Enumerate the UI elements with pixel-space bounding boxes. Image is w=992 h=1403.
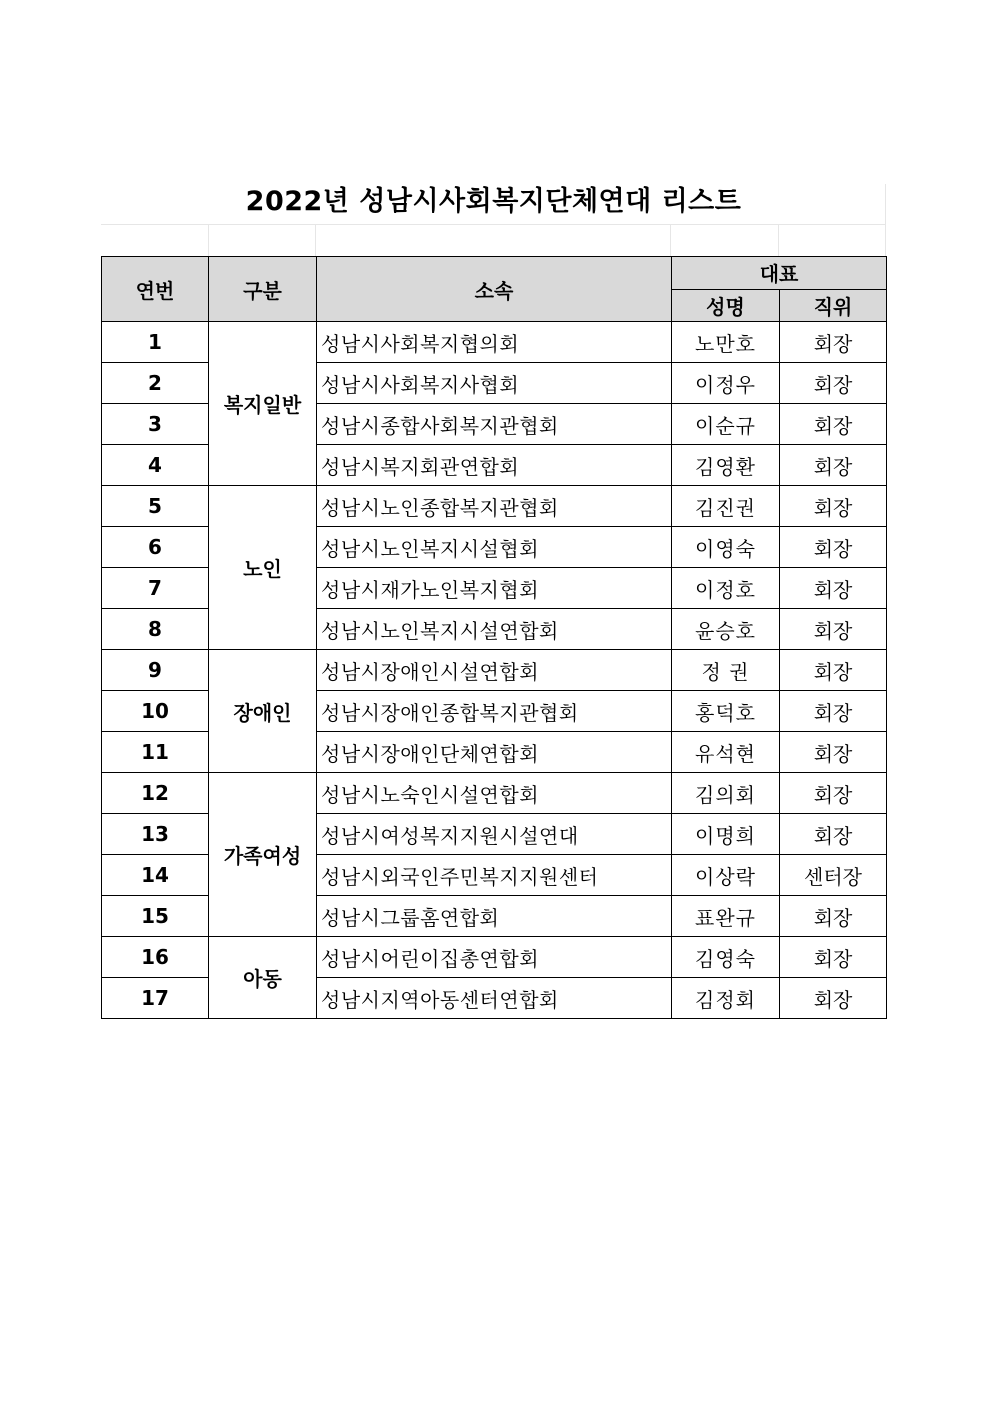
representative-position-cell: 회장 [780,937,887,978]
representative-position-cell: 회장 [780,773,887,814]
representative-name-cell: 이상락 [672,855,780,896]
row-number: 10 [102,691,209,732]
affiliation-cell: 성남시지역아동센터연합회 [317,978,672,1019]
row-number: 8 [102,609,209,650]
representative-name-cell: 정 권 [672,650,780,691]
row-number: 9 [102,650,209,691]
representative-position-cell: 센터장 [780,855,887,896]
page-title: 2022년 성남시사회복지단체연대 리스트 [245,186,742,217]
representative-position-cell: 회장 [780,363,887,404]
representative-position-cell: 회장 [780,650,887,691]
header-affiliation: 소속 [317,257,672,322]
representative-name-cell: 이정호 [672,568,780,609]
affiliation-cell: 성남시재가노인복지협회 [317,568,672,609]
representative-position-cell: 회장 [780,322,887,363]
affiliation-cell: 성남시외국인주민복지지원센터 [317,855,672,896]
representative-name-cell: 윤승호 [672,609,780,650]
representative-name-cell: 김영숙 [672,937,780,978]
row-number: 5 [102,486,209,527]
representative-name-cell: 표완규 [672,896,780,937]
row-number: 6 [102,527,209,568]
affiliation-cell: 성남시노인복지시설협회 [317,527,672,568]
table-row [102,322,887,363]
representative-name-cell: 유석현 [672,732,780,773]
representative-position-cell: 회장 [780,445,887,486]
table-row [102,486,887,527]
representative-position-cell: 회장 [780,732,887,773]
header-name: 성명 [672,289,780,322]
representative-name-cell: 이명희 [672,814,780,855]
organization-table [101,256,887,1019]
representative-position-cell: 회장 [780,404,887,445]
row-number: 4 [102,445,209,486]
table-body [102,322,887,1019]
table-row [102,650,887,691]
representative-position-cell: 회장 [780,527,887,568]
header-representative: 대표 [672,257,887,290]
affiliation-cell: 성남시장애인종합복지관협회 [317,691,672,732]
affiliation-cell: 성남시여성복지지원시설연대 [317,814,672,855]
representative-name-cell: 김의회 [672,773,780,814]
representative-position-cell: 회장 [780,691,887,732]
row-number: 13 [102,814,209,855]
row-number: 7 [102,568,209,609]
row-number: 1 [102,322,209,363]
affiliation-cell: 성남시어린이집총연합회 [317,937,672,978]
affiliation-cell: 성남시사회복지협의회 [317,322,672,363]
representative-position-cell: 회장 [780,486,887,527]
representative-position-cell: 회장 [780,609,887,650]
representative-position-cell: 회장 [780,568,887,609]
affiliation-cell: 성남시노인복지시설연합회 [317,609,672,650]
header-no: 연번 [102,257,209,322]
affiliation-cell: 성남시그룹홈연합회 [317,896,672,937]
row-number: 3 [102,404,209,445]
row-number: 12 [102,773,209,814]
category-cell: 노인 [209,486,317,650]
category-cell: 가족여성 [209,773,317,937]
row-number: 15 [102,896,209,937]
representative-name-cell: 이정우 [672,363,780,404]
row-number: 14 [102,855,209,896]
affiliation-cell: 성남시사회복지사협회 [317,363,672,404]
representative-name-cell: 노만호 [672,322,780,363]
row-number: 2 [102,363,209,404]
representative-name-cell: 이순규 [672,404,780,445]
category-cell: 장애인 [209,650,317,773]
table-header [102,257,887,322]
category-cell: 복지일반 [209,322,317,486]
affiliation-cell: 성남시장애인시설연합회 [317,650,672,691]
row-number: 17 [102,978,209,1019]
affiliation-cell: 성남시노인종합복지관협회 [317,486,672,527]
header-position: 직위 [780,289,887,322]
row-number: 11 [102,732,209,773]
table-row [102,773,887,814]
header-category: 구분 [209,257,317,322]
affiliation-cell: 성남시복지회관연합회 [317,445,672,486]
affiliation-cell: 성남시장애인단체연합회 [317,732,672,773]
representative-position-cell: 회장 [780,896,887,937]
representative-name-cell: 홍덕호 [672,691,780,732]
representative-name-cell: 김정회 [672,978,780,1019]
representative-name-cell: 김진권 [672,486,780,527]
table-row [102,937,887,978]
affiliation-cell: 성남시종합사회복지관협회 [317,404,672,445]
category-cell: 아동 [209,937,317,1019]
representative-name-cell: 김영환 [672,445,780,486]
affiliation-cell: 성남시노숙인시설연합회 [317,773,672,814]
row-number: 16 [102,937,209,978]
representative-position-cell: 회장 [780,978,887,1019]
representative-position-cell: 회장 [780,814,887,855]
representative-name-cell: 이영숙 [672,527,780,568]
